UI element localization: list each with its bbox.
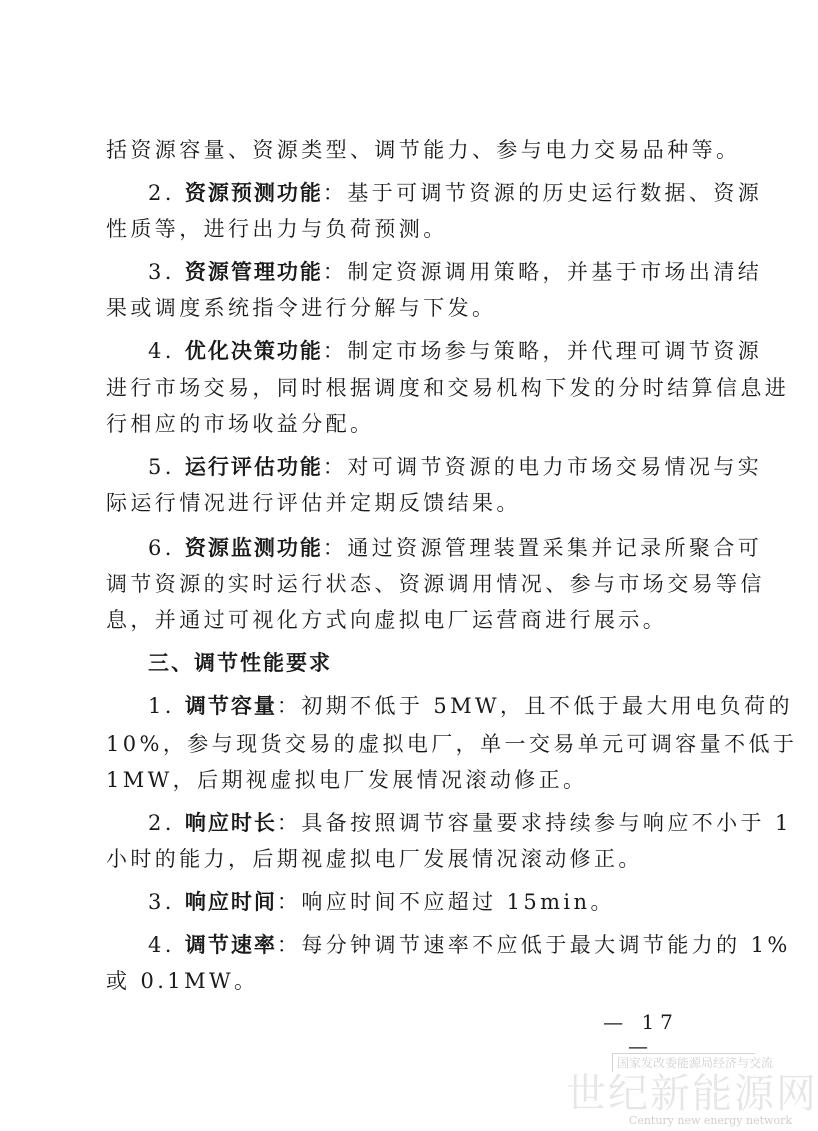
item-keyword: 响应时长 [184, 811, 277, 835]
line-text: ：制定市场参与策略，并代理可调节资源 [322, 339, 763, 363]
page-number: — 17 — [603, 1010, 679, 1058]
item-number: 6. [148, 536, 185, 560]
item-number: 2. [148, 811, 185, 835]
paragraph-line [148, 888, 706, 916]
paragraph-line [148, 453, 763, 481]
line-text: ：对可调节资源的电力市场交易情况与实 [322, 455, 763, 479]
item-number: 3. [148, 890, 185, 914]
paragraph-line [148, 258, 763, 286]
paragraph-line [106, 845, 706, 873]
paragraph-line [106, 570, 765, 598]
line-text: 10%，参与现货交易的虚拟电厂，单一交易单元可调容量不低于 [106, 732, 798, 756]
line-text: 果或调度系统指令进行分解与下发。 [106, 296, 497, 320]
item-number: 1. [148, 694, 185, 718]
item-number: 5. [148, 455, 185, 479]
line-text: 或 0.1MW。 [106, 969, 259, 993]
line-text: 括资源容量、资源类型、调节能力、参与电力交易品种等。 [106, 138, 741, 162]
line-text: ：通过资源管理装置采集并记录所聚合可 [322, 536, 763, 560]
paragraph-line [148, 337, 763, 365]
line-text: 小时的能力，后期视虚拟电厂发展情况滚动修正。 [106, 847, 643, 871]
watermark-subtitle: Century new energy network [628, 1114, 792, 1127]
line-text: ：制定资源调用策略，并基于市场出清结 [322, 260, 763, 284]
item-keyword: 响应时间 [184, 890, 277, 914]
paragraph-line [106, 374, 790, 402]
line-text: 进行市场交易，同时根据调度和交易机构下发的分时结算信息进 [106, 376, 790, 400]
item-number: 3. [148, 260, 185, 284]
item-number: 4. [148, 339, 185, 363]
paragraph-line [148, 809, 792, 837]
paragraph-line [148, 179, 763, 207]
section-heading [148, 649, 706, 677]
paragraph-line [106, 730, 798, 758]
item-keyword: 资源管理功能 [184, 260, 323, 284]
line-text: 行相应的市场收益分配。 [106, 412, 375, 436]
item-keyword: 调节速率 [184, 933, 277, 957]
paragraph-line [106, 766, 706, 794]
line-text: 息，并通过可视化方式向虚拟电厂运营商进行展示。 [106, 608, 668, 632]
watermark-caption: 国家发改委能源局经济与交流 [612, 1053, 755, 1072]
line-text: 际运行情况进行评估并定期反馈结果。 [106, 491, 521, 515]
paragraph-line [148, 692, 793, 720]
line-text: ：具备按照调节容量要求持续参与响应不小于 1 [276, 811, 792, 835]
paragraph-line [106, 294, 706, 322]
item-number: 2. [148, 181, 185, 205]
line-text: 性质等，进行出力与负荷预测。 [106, 217, 448, 241]
item-keyword: 资源监测功能 [184, 536, 323, 560]
watermark-logo-text: 世纪新能源网 [566, 1071, 818, 1117]
item-number: 4. [148, 933, 185, 957]
line-text: ：初期不低于 5MW，且不低于最大用电负荷的 [276, 694, 793, 718]
line-text: ：基于可调节资源的历史运行数据、资源 [322, 181, 763, 205]
item-keyword: 运行评估功能 [184, 455, 323, 479]
paragraph-line [148, 931, 791, 959]
item-keyword: 优化决策功能 [184, 339, 323, 363]
paragraph-line [106, 967, 706, 995]
item-keyword: 资源预测功能 [184, 181, 323, 205]
section-heading-text: 三、调节性能要求 [148, 651, 332, 675]
paragraph-line [106, 606, 706, 634]
line-text: ：每分钟调节速率不应低于最大调节能力的 1% [276, 933, 791, 957]
line-text: ：响应时间不应超过 15min。 [276, 890, 615, 914]
paragraph-line [148, 534, 763, 562]
line-text: 1MW，后期视虚拟电厂发展情况滚动修正。 [106, 768, 588, 792]
paragraph-line [106, 410, 706, 438]
paragraph-line [106, 215, 706, 243]
paragraph-line [106, 136, 741, 164]
line-text: 调节资源的实时运行状态、资源调用情况、参与市场交易等信 [106, 572, 765, 596]
paragraph-line [106, 489, 706, 517]
item-keyword: 调节容量 [184, 694, 277, 718]
